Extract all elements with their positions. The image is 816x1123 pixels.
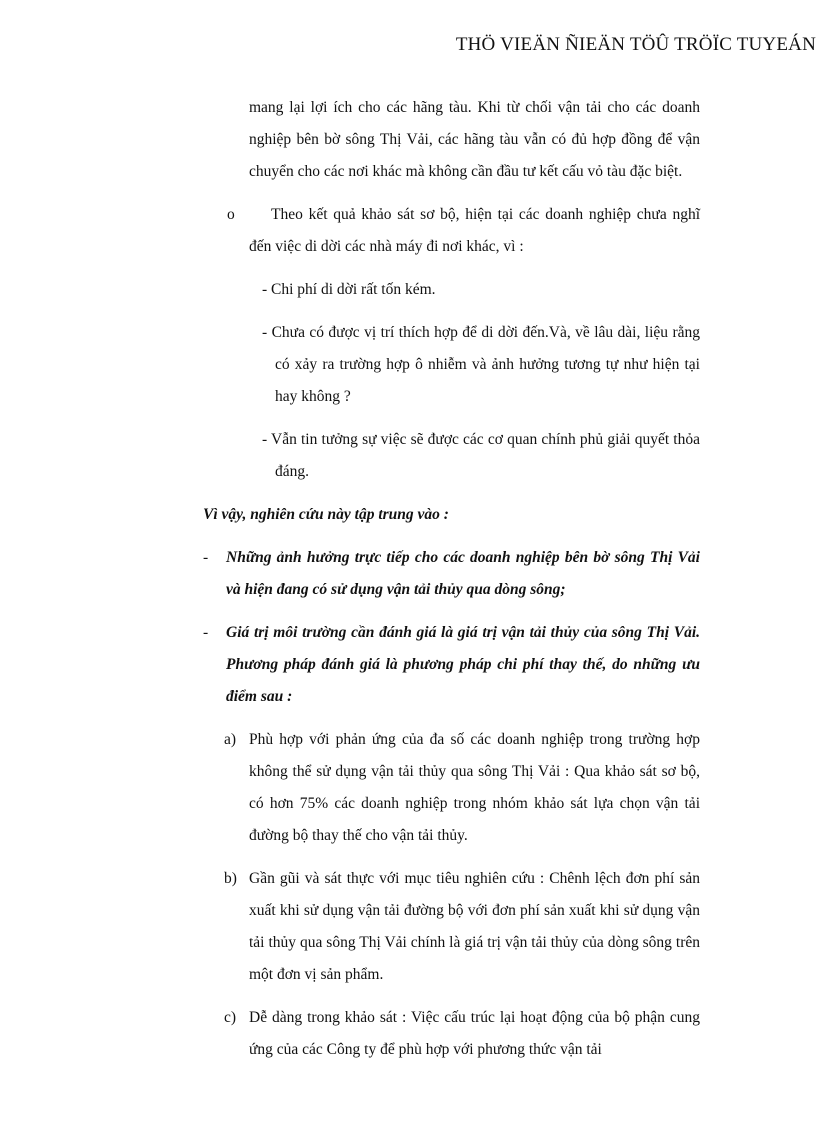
- advantage-item: [224, 863, 700, 991]
- document-body: [0, 92, 816, 1066]
- focus-item-text: Những ảnh hưởng trực tiếp cho các doanh nghiệp bên bờ sông Thị Vải và hiện đang có sử dụng vận tải thủy qua dòng sông;: [226, 549, 700, 598]
- continuation-paragraph: mang lại lợi ích cho các hãng tàu. Khi từ chối vận tải cho các doanh nghiệp bên bờ sông Thị Vải, các hãng tàu vẫn có đủ hợp đồng để vận chuyển cho các nơi khác mà không cần đầu tư kết cấu vỏ tàu đặc biệt.: [249, 99, 700, 180]
- advantage-text: Gần gũi và sát thực với mục tiêu nghiên cứu : Chênh lệch đơn phí sản xuất khi sử dụng vận tải đường bộ với đơn phí sản xuất khi sử dụng vận tải thủy qua sông Thị Vải chính là giá trị vận tải thủy của dòng sông trên một đơn vị sản phẩm.: [249, 870, 700, 983]
- survey-bullet: [227, 199, 700, 263]
- survey-bullet-text: Theo kết quả khảo sát sơ bộ, hiện tại các doanh nghiệp chưa nghĩ đến việc di dời các nhà máy đi nơi khác, vì :: [249, 206, 700, 255]
- reason-item: [262, 274, 700, 306]
- focus-item: [203, 617, 700, 713]
- list-marker: a): [224, 731, 237, 748]
- focus-item-text: Giá trị môi trường cần đánh giá là giá trị vận tải thủy của sông Thị Vải. Phương pháp đánh giá là phương pháp chi phí thay thế, do những ưu điểm sau :: [226, 624, 700, 705]
- advantage-item: [224, 724, 700, 852]
- focus-item: [203, 542, 700, 606]
- advantage-text: Dễ dàng trong khảo sát : Việc cấu trúc lại hoạt động của bộ phận cung ứng của các Công ty để phù hợp với phương thức vận tải: [249, 1009, 700, 1058]
- reason-item: [262, 424, 700, 488]
- page-header-title: THÖ VIEÄN ÑIEÄN TÖÛ TRÖÏC TUYEÁN: [455, 34, 816, 55]
- reason-text: - Chưa có được vị trí thích hợp để di dời đến.Và, về lâu dài, liệu rằng có xảy ra trường hợp ô nhiễm và ảnh hưởng tương tự như hiện tại hay không ?: [262, 324, 700, 405]
- dash-marker: -: [203, 549, 209, 566]
- advantage-item: [224, 1002, 700, 1066]
- reason-text: - Vẫn tin tưởng sự việc sẽ được các cơ quan chính phủ giải quyết thỏa đáng.: [262, 431, 700, 480]
- focus-heading: Vì vậy, nghiên cứu này tập trung vào :: [203, 506, 449, 523]
- advantage-text: Phù hợp với phản ứng của đa số các doanh nghiệp trong trường hợp không thể sử dụng vận tải thủy qua sông Thị Vải : Qua khảo sát sơ bộ, có hơn 75% các doanh nghiệp trong nhóm khảo sát lựa chọn vận tải đường bộ thay thế cho vận tải thủy.: [249, 731, 700, 844]
- list-marker: b): [224, 870, 237, 887]
- reason-item: [262, 317, 700, 413]
- list-marker: c): [224, 1009, 237, 1026]
- circle-bullet-marker: o: [227, 206, 235, 223]
- reason-text: - Chi phí di dời rất tốn kém.: [262, 281, 436, 298]
- dash-marker: -: [203, 624, 209, 641]
